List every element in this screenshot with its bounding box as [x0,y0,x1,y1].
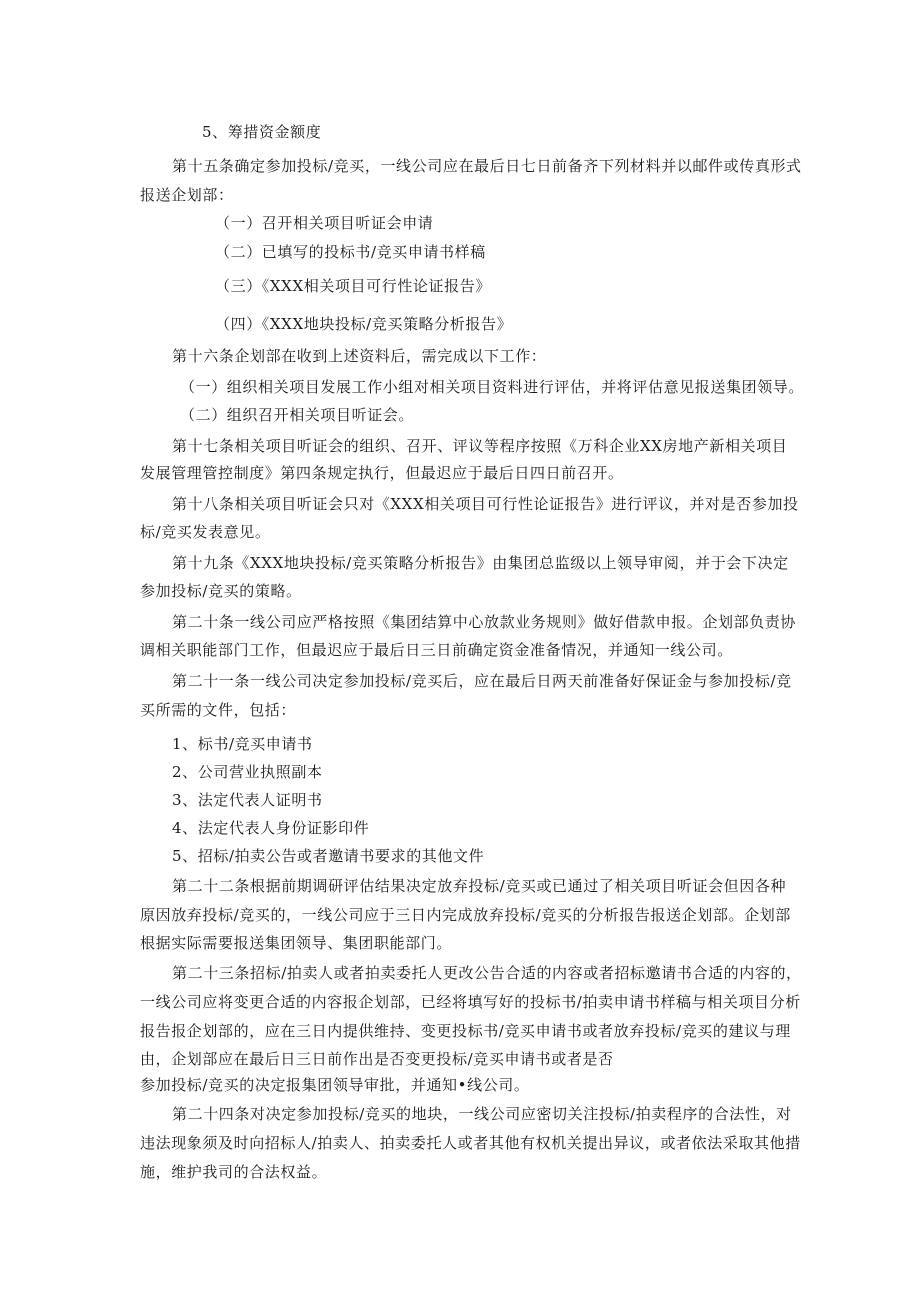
list-item: 3、法定代表人证明书 [172,791,323,809]
list-item: 5、招标/拍卖公告或者邀请书要求的其他文件 [172,847,485,865]
list-item: 4、法定代表人身份证影印件 [172,819,370,837]
article-19-paragraph-cont: 参加投标/竞买的策略。 [140,582,302,600]
article-22-paragraph-cont: 根据实际需要报送集团领导、集团职能部门。 [140,934,453,952]
article-18-paragraph: 第十八条相关项目听证会只对《XXX相关项目可行性论证报告》进行评议，并对是否参加投 [172,495,799,513]
article-15-paragraph-cont: 报送企划部： [140,186,234,204]
article-24-paragraph-cont: 违法现象须及时向招标人/拍卖人、拍卖委托人或者其他有权机关提出异议，或者依法采取其他措 [140,1134,801,1152]
list-item: （三）《XXX相关项目可行性论证报告》 [215,277,491,295]
article-21-paragraph-cont: 买所需的文件，包括： [140,701,297,719]
list-item: 1、标书/竞买申请书 [172,735,313,753]
article-16-paragraph: 第十六条企划部在收到上述资料后，需完成以下工作： [172,347,547,365]
list-item: （二）组织召开相关项目听证会。 [180,406,415,424]
list-item: 2、公司营业执照副本 [172,763,323,781]
article-24-paragraph: 第二十四条对决定参加投标/竞买的地块，一线公司应密切关注投标/拍卖程序的合法性，对 [172,1105,792,1123]
article-21-paragraph: 第二十一条一线公司决定参加投标/竞买后，应在最后日两天前准备好保证金与参加投标/竞 [172,672,792,690]
article-22-paragraph-cont: 原因放弃投标/竞买的，一线公司应于三日内完成放弃投标/竞买的分析报告报送企划部。企划部 [140,906,791,924]
article-24-paragraph-cont: 施，维护我司的合法权益。 [140,1163,328,1181]
article-18-paragraph-cont: 标/竞买发表意见。 [140,523,271,541]
article-15-paragraph: 第十五条确定参加投标/竞买，一线公司应在最后日七日前备齐下列材料并以邮件或传真形式 [172,157,802,175]
article-23-paragraph-cont: 报告报企划部的，应在三日内提供维持、变更投标书/竞买申请书或者放弃投标/竞买的建议与理 [140,1022,791,1040]
article-17-paragraph-cont: 发展管理管控制度》第四条规定执行，但最迟应于最后日四日前召开。 [140,464,624,482]
article-19-paragraph: 第十九条《XXX地块投标/竞买策略分析报告》由集团总监级以上领导审阅，并于会下决定 [172,554,789,572]
list-item: （一）召开相关项目听证会申请 [215,214,434,232]
list-item: （四）《XXX地块投标/竞买策略分析报告》 [215,315,513,333]
article-23-paragraph: 第二十三条招标/拍卖人或者拍卖委托人更改公告合适的内容或者招标邀请书合适的内容的， [172,964,802,982]
list-item: （二）已填写的投标书/竞买申请书样稿 [215,243,486,261]
article-20-paragraph: 第二十条一线公司应严格按照《集团结算中心放款业务规则》做好借款申报。企划部负责协 [172,613,797,631]
list-item: （一）组织相关项目发展工作小组对相关项目资料进行评估，并将评估意见报送集团领导。 [180,378,805,396]
article-23-paragraph-cont: 一线公司应将变更合适的内容报企划部，已经将填写好的投标书/拍卖申请书样稿与相关项目分析 [140,993,801,1011]
article-23-paragraph-cont: 由，企划部应在最后日三日前作出是否变更投标/竞买申请书或者是否 [140,1050,614,1068]
article-23-paragraph-cont: 参加投标/竞买的决定报集团领导审批，并通知•线公司。 [140,1076,530,1094]
article-17-paragraph: 第十七条相关项目听证会的组织、召开、评议等程序按照《万科企业XX房地产新相关项目 [172,437,788,455]
list-item: 5、筹措资金额度 [202,123,322,141]
article-20-paragraph-cont: 调相关职能部门工作，但最迟应于最后日三日前确定资金准备情况，并通知一线公司。 [140,641,733,659]
article-22-paragraph: 第二十二条根据前期调研评估结果决定放弃投标/竞买或已通过了相关项目听证会但因各种 [172,877,787,895]
